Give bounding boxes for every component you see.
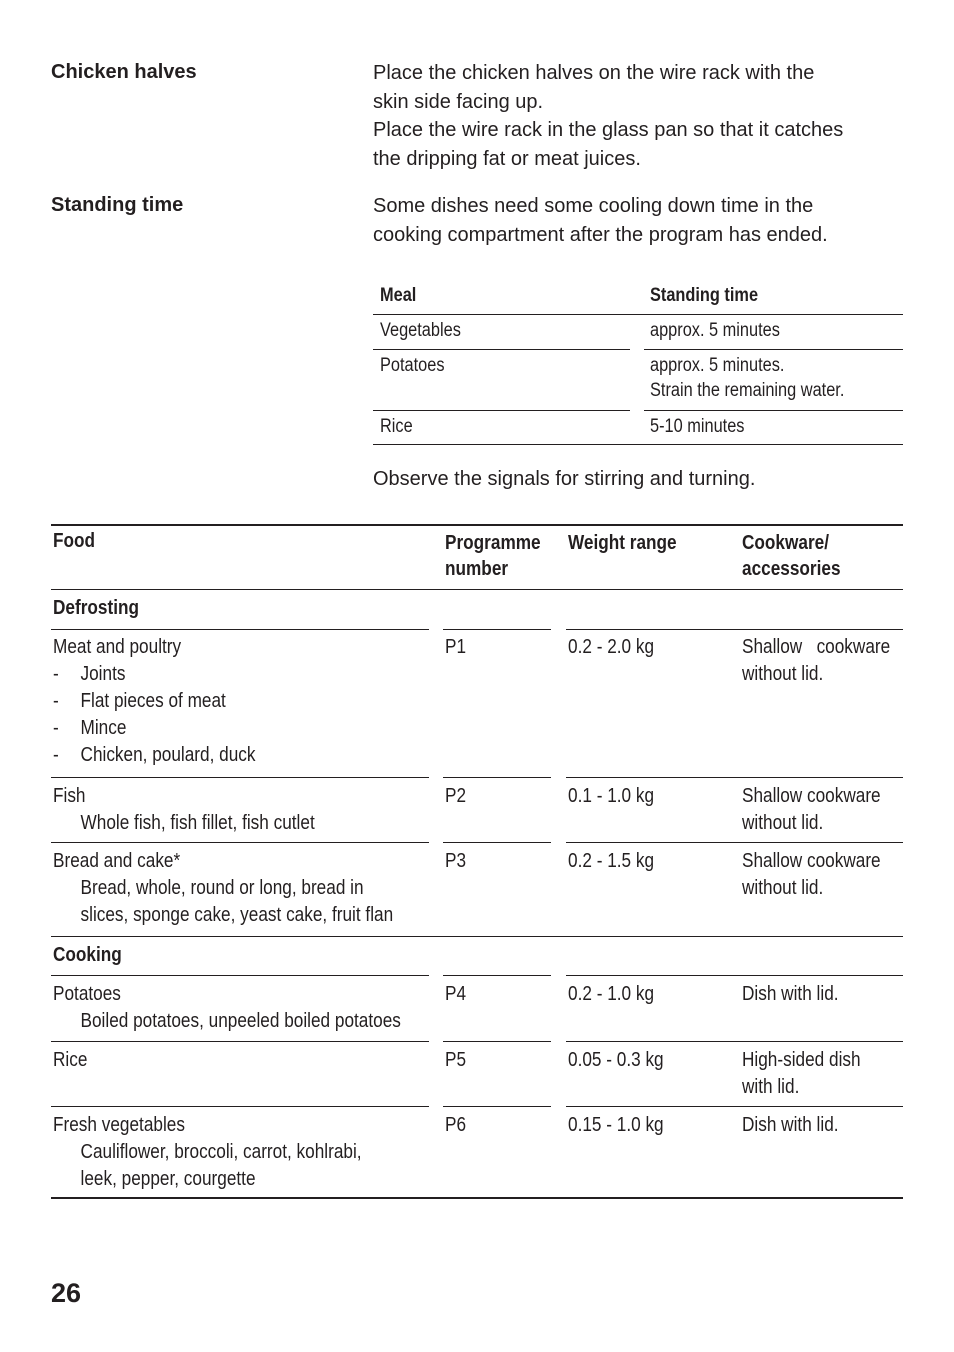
text-line: the dripping fat or meat juices. [373,147,641,170]
food-detail: Cauliflower, broccoli, carrot, kohlrabi, [80,1141,362,1163]
food-item: - Joints [53,663,126,685]
header-line: Cookware/ [742,532,829,554]
food-cell [53,634,255,769]
table-rule [51,629,429,630]
observe-note: Observe the signals for stirring and turning. [373,468,756,490]
weight-cell: 0.05 - 0.3 kg [568,1049,664,1071]
group-title-cooking: Cooking [53,944,122,966]
text-line: Some dishes need some cooling down time in the [373,195,814,217]
table-rule [51,936,903,937]
table-cell-time: Strain the remaining water. [650,380,845,401]
weight-cell: 0.15 - 1.0 kg [568,1114,664,1136]
text-line: skin side facing up. [373,90,544,113]
header-cookware [742,530,841,583]
header-weight-range: Weight range [568,532,677,554]
table-rule [443,842,551,843]
table-cell-meal: Rice [380,416,413,437]
food-cell [53,981,401,1035]
cookware-line: without lid. [742,812,824,834]
cookware-line: High-sided dish [742,1049,861,1071]
food-item: - Flat pieces of meat [53,690,226,712]
table-rule [566,1106,903,1107]
chicken-halves-heading: Chicken halves [51,61,197,83]
weight-cell: 0.2 - 1.5 kg [568,850,655,872]
table-rule [644,410,903,411]
table-rule [443,1106,551,1107]
header-programme [445,530,541,583]
weight-cell: 0.1 - 1.0 kg [568,785,655,807]
table-rule [51,842,429,843]
food-cell [53,848,393,929]
standing-time-heading: Standing time [51,194,184,216]
food-name: Rice [53,1049,88,1071]
table-rule [566,777,903,778]
standing-time-text [373,192,903,249]
header-line: Programme [445,532,541,554]
weight-cell: 0.2 - 2.0 kg [568,636,655,658]
table-rule [373,349,630,350]
table-rule [443,777,551,778]
cookware-cell [742,783,881,837]
table-rule [566,975,903,976]
text-line: Place the wire rack in the glass pan so that it catches [373,119,844,141]
page-number: 26 [51,1278,82,1308]
programme-cell: P6 [445,1114,467,1136]
cookware-line: without lid. [742,663,824,685]
food-item: - Mince [53,717,127,739]
table-rule [566,629,903,630]
food-name: Potatoes [53,983,121,1005]
cookware-cell [742,848,881,902]
cookware-line: with lid. [742,1076,800,1098]
text-line: Place the chicken halves on the wire rack with the [373,62,815,84]
food-cell [53,1047,87,1074]
food-detail: slices, sponge cake, yeast cake, fruit flan [80,904,394,926]
header-line: accessories [742,558,841,580]
cookware-cell [742,1112,839,1139]
cookware-cell [742,634,890,688]
food-detail: Whole fish, fish fillet, fish cutlet [80,812,315,834]
table-cell-time: approx. 5 minutes. [650,355,785,376]
table-rule [51,1041,429,1042]
food-item: - Chicken, poulard, duck [53,744,256,766]
table-rule [373,410,630,411]
table-cell-time: 5-10 minutes [650,416,745,437]
cookware-line: Dish with lid. [742,983,839,1005]
food-name: Fish [53,785,86,807]
table-rule [51,589,903,590]
table-cell-time: approx. 5 minutes [650,320,780,341]
table-rule [443,1041,551,1042]
table-rule [443,975,551,976]
cookware-line: Shallow cookware [742,636,891,658]
food-detail: leek, pepper, courgette [80,1168,256,1190]
table-rule [51,975,429,976]
cookware-line: Shallow cookware [742,785,881,807]
weight-cell: 0.2 - 1.0 kg [568,983,655,1005]
table-rule [566,842,903,843]
programme-cell: P1 [445,636,467,658]
programme-cell: P3 [445,850,467,872]
programme-cell: P2 [445,785,467,807]
cookware-line: Dish with lid. [742,1114,839,1136]
food-detail: Boiled potatoes, unpeeled boiled potatoes [80,1010,401,1032]
header-line: number [445,558,509,580]
chicken-halves-text [373,59,903,173]
table-cell-meal: Vegetables [380,320,461,341]
table-rule [51,777,429,778]
group-title-defrosting: Defrosting [53,597,139,619]
text-line: cooking compartment after the program has ended. [373,223,828,246]
programme-cell: P5 [445,1049,467,1071]
table-rule [644,349,903,350]
table-rule [373,444,903,445]
table-rule [373,314,903,315]
food-detail: Bread, whole, round or long, bread in [80,877,364,899]
cookware-cell [742,981,839,1008]
cookware-line: Shallow cookware [742,850,881,872]
table-header-standing-time: Standing time [650,285,759,306]
header-food: Food [53,530,96,552]
table-rule [51,1106,429,1107]
food-cell [53,1112,362,1193]
table-rule [443,629,551,630]
programme-cell: P4 [445,983,467,1005]
food-name: Bread and cake* [53,850,181,872]
cookware-line: without lid. [742,877,824,899]
table-cell-meal: Potatoes [380,355,445,376]
table-bottom-rule [51,1197,903,1199]
food-name: Meat and poultry [53,636,182,658]
cookware-cell [742,1047,861,1101]
food-cell [53,783,315,837]
table-rule [566,1041,903,1042]
food-name: Fresh vegetables [53,1114,185,1136]
table-top-rule [51,524,903,526]
table-header-meal: Meal [380,285,417,306]
